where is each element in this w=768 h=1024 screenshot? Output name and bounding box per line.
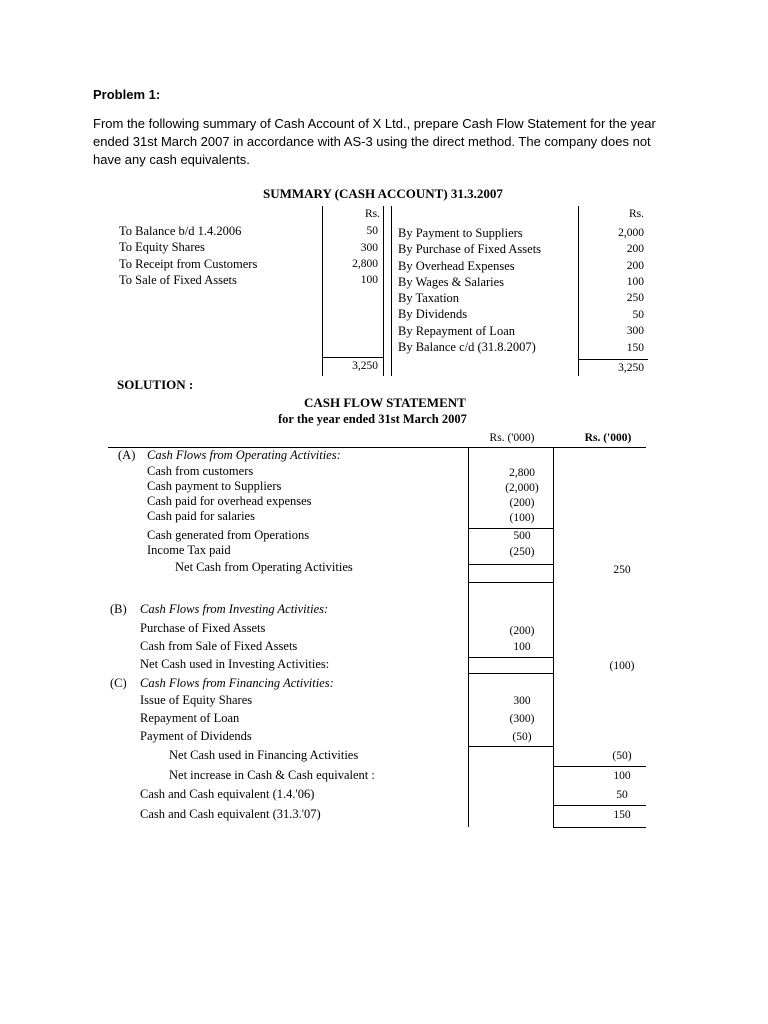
summary-credit-amount: 50	[632, 309, 644, 321]
operating-item-label: Income Tax paid	[147, 543, 231, 557]
summary-credit-amount: 300	[626, 325, 644, 337]
summary-title: SUMMARY (CASH ACCOUNT) 31.3.2007	[263, 186, 503, 201]
summary-credit-label: By Balance c/d (31.8.2007)	[398, 340, 536, 354]
summary-debit-label: To Equity Shares	[119, 240, 205, 254]
operating-item-label: Cash paid for overhead expenses	[147, 494, 312, 508]
summary-rule	[578, 206, 579, 376]
summary-credit-label: By Payment to Suppliers	[398, 226, 523, 240]
summary-total-rule	[322, 357, 384, 358]
statement-rule	[468, 657, 554, 658]
summary-credit-label: By Taxation	[398, 291, 460, 305]
summary-rule	[391, 206, 392, 376]
statement-rule	[468, 673, 554, 674]
investing-net-amount: (100)	[609, 660, 635, 672]
summary-currency-left: Rs.	[364, 208, 380, 220]
operating-item-amount: 2,800	[509, 467, 535, 479]
investing-item-amount: 100	[513, 641, 531, 653]
operating-item-label: Cash paid for salaries	[147, 509, 255, 523]
summary-debit-label: To Sale of Fixed Assets	[119, 273, 237, 287]
financing-net-amount: (50)	[612, 750, 632, 762]
operating-item-label: Cash payment to Suppliers	[147, 479, 282, 493]
problem-intro-line-2: ended 31st March 2007 in accordance with AS-3 using the direct method. The company does not	[93, 134, 651, 149]
operating-item-amount: (2,000)	[505, 482, 539, 494]
opening-cash-label: Cash and Cash equivalent (1.4.'06)	[140, 787, 315, 801]
statement-rule	[553, 766, 646, 767]
investing-item-label: Purchase of Fixed Assets	[140, 621, 266, 635]
summary-credit-label: By Repayment of Loan	[398, 324, 515, 338]
problem-title: Problem 1:	[93, 87, 161, 102]
investing-section-title: Cash Flows from Investing Activities:	[140, 602, 329, 616]
operating-item-amount: (250)	[509, 546, 535, 558]
summary-credit-amount: 200	[626, 243, 644, 255]
summary-debit-amount: 50	[366, 225, 378, 237]
statement-title: CASH FLOW STATEMENT	[304, 395, 466, 410]
section-marker-c: (C)	[110, 676, 127, 690]
summary-total-right: 3,250	[618, 362, 644, 374]
financing-net-label: Net Cash used in Financing Activities	[169, 748, 359, 762]
investing-item-label: Cash from Sale of Fixed Assets	[140, 639, 298, 653]
solution-heading: SOLUTION :	[117, 377, 194, 392]
operating-item-amount: (100)	[509, 512, 535, 524]
operating-section-title: Cash Flows from Operating Activities:	[147, 448, 341, 462]
summary-debit-label: To Balance b/d 1.4.2006	[119, 224, 242, 238]
statement-rule	[553, 827, 646, 828]
statement-rule	[468, 564, 554, 565]
operating-item-amount: (200)	[509, 497, 535, 509]
net-increase-amount: 100	[613, 770, 631, 782]
financing-item-label: Payment of Dividends	[140, 729, 252, 743]
statement-rule	[468, 528, 554, 529]
opening-cash-amount: 50	[616, 789, 628, 801]
operating-net-amount: 250	[613, 564, 631, 576]
closing-cash-amount: 150	[613, 809, 631, 821]
financing-item-label: Issue of Equity Shares	[140, 693, 253, 707]
problem-intro-line-3: have any cash equivalents.	[93, 152, 250, 167]
statement-rule	[553, 805, 646, 806]
financing-item-label: Repayment of Loan	[140, 711, 240, 725]
summary-currency-right: Rs.	[628, 208, 644, 220]
net-increase-label: Net increase in Cash & Cash equivalent :	[169, 768, 375, 782]
investing-item-amount: (200)	[509, 625, 535, 637]
statement-rule	[468, 582, 554, 583]
statement-rule	[468, 447, 469, 827]
operating-item-label: Cash from customers	[147, 464, 254, 478]
summary-total-rule	[578, 359, 648, 360]
summary-debit-amount: 2,800	[352, 258, 378, 270]
column-header-2: Rs. ('000)	[584, 432, 632, 444]
summary-credit-amount: 100	[626, 276, 644, 288]
section-marker-a: (A)	[118, 448, 136, 462]
summary-credit-label: By Purchase of Fixed Assets	[398, 242, 542, 256]
summary-credit-label: By Wages & Salaries	[398, 275, 505, 289]
closing-cash-label: Cash and Cash equivalent (31.3.'07)	[140, 807, 321, 821]
summary-debit-label: To Receipt from Customers	[119, 257, 258, 271]
statement-subtitle: for the year ended 31st March 2007	[278, 412, 467, 426]
summary-credit-amount: 250	[626, 292, 644, 304]
problem-intro-line-1: From the following summary of Cash Account of X Ltd., prepare Cash Flow Statement for the year	[93, 116, 656, 131]
operating-net-label: Net Cash from Operating Activities	[175, 560, 353, 574]
summary-rule	[322, 206, 323, 376]
summary-credit-amount: 200	[626, 260, 644, 272]
section-marker-b: (B)	[110, 602, 127, 616]
summary-debit-amount: 300	[360, 242, 378, 254]
summary-credit-amount: 150	[626, 342, 644, 354]
financing-item-amount: 300	[513, 695, 531, 707]
investing-net-label: Net Cash used in Investing Activities:	[140, 657, 330, 671]
column-header-1: Rs. ('000)	[489, 432, 535, 444]
summary-rule	[383, 206, 384, 376]
financing-item-amount: (50)	[512, 731, 532, 743]
financing-item-amount: (300)	[509, 713, 535, 725]
summary-debit-amount: 100	[360, 274, 378, 286]
summary-credit-label: By Overhead Expenses	[398, 259, 515, 273]
statement-rule	[468, 746, 554, 747]
financing-section-title: Cash Flows from Financing Activities:	[140, 676, 334, 690]
operating-item-amount: 500	[513, 530, 531, 542]
summary-credit-label: By Dividends	[398, 307, 468, 321]
summary-total-left: 3,250	[352, 360, 378, 372]
operating-item-label: Cash generated from Operations	[147, 528, 310, 542]
summary-credit-amount: 2,000	[618, 227, 644, 239]
